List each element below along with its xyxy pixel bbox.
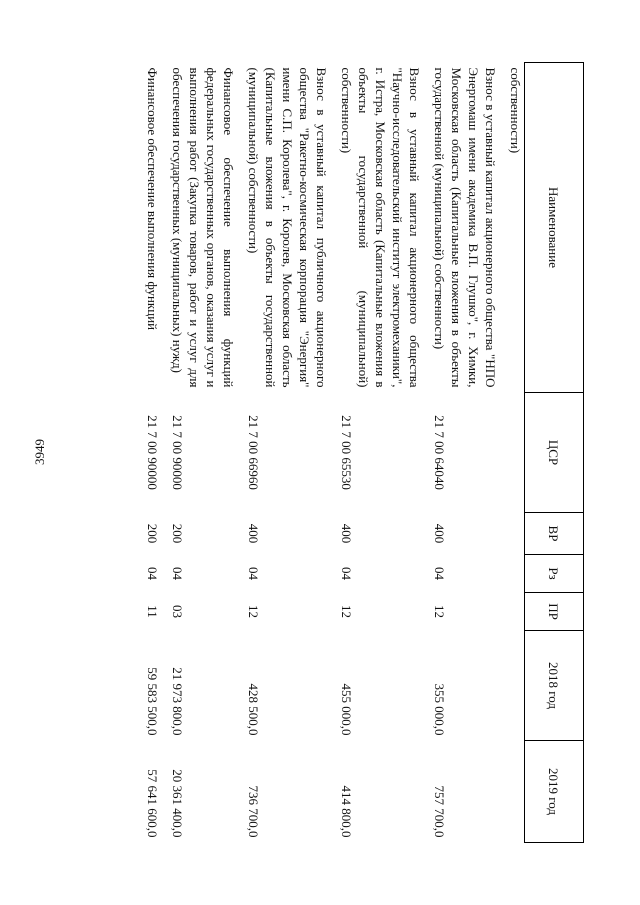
row-2018: 59 583 500,0 — [145, 667, 160, 736]
budget-table — [144, 62, 584, 843]
rotated-page — [80, 62, 584, 842]
row-name: Взнос в уставный капитал акционерного общества "Научно-исследовательский институт электромеханики", г. Истра, Московская область (Капитальные вложения в объекты государственной (муниципальной) собственности) — [339, 67, 422, 388]
row-name: Финансовое обеспечение выполнения функций федеральных государственных органов, оказания услуг и выполнения работ (Закупка товаров, работ и услуг для обеспечения государственных (муниципальных) нужд) — [170, 67, 236, 388]
row-vr: 200 — [145, 523, 160, 544]
row-rz: 04 — [145, 567, 160, 580]
row-rz: 04 — [246, 567, 261, 580]
row-2018: 355 000,0 — [432, 683, 447, 736]
table-row — [144, 63, 169, 843]
row-2018: 21 973 800,0 — [170, 667, 185, 736]
header-2018: 2018 год — [525, 631, 584, 741]
row-pr: 03 — [170, 605, 185, 618]
row-name: Взнос в уставный капитал акционерного общества "НПО Энергомаш имени академика В.П. Глушко", г. Химки, Московская область (Капитальные вложения в объекты государственной (муниципальной) собственности) — [432, 67, 498, 388]
row-2019: 414 800,0 — [339, 785, 354, 838]
row-2019: 57 641 600,0 — [145, 769, 160, 838]
row-pr: 12 — [432, 605, 447, 618]
row-csr: 21 7 00 64040 — [432, 415, 447, 490]
header-pr: ПР — [525, 593, 584, 631]
row-rz: 04 — [339, 567, 354, 580]
row-csr: 21 7 00 90000 — [145, 415, 160, 490]
table-row — [431, 63, 507, 843]
header-name: Наименование — [525, 63, 584, 393]
row-pr: 11 — [145, 605, 160, 618]
row-vr: 400 — [339, 523, 354, 544]
row-csr: 21 7 00 90000 — [170, 415, 185, 490]
row-csr: 21 7 00 66960 — [246, 415, 261, 490]
row-rz: 04 — [432, 567, 447, 580]
row-pr: 12 — [339, 605, 354, 618]
row-2018: 455 000,0 — [339, 683, 354, 736]
row-name: Взнос в уставный капитал публичного акционерного общества "Ракетно-космическая корпорация "Энергия" имени С.П. Королева", г. Королев, Московская область (Капитальные вложения в объекты государственной (муниципальной) собственности) — [246, 67, 329, 388]
table-row — [169, 63, 245, 843]
carryover-row — [507, 63, 525, 843]
header-rz: Рз — [525, 555, 584, 593]
row-2019: 757 700,0 — [432, 785, 447, 838]
row-vr: 400 — [432, 523, 447, 544]
row-2019: 20 361 400,0 — [170, 769, 185, 838]
header-csr: ЦСР — [525, 393, 584, 513]
carryover-text: собственности) — [508, 67, 523, 154]
row-2019: 736 700,0 — [246, 785, 261, 838]
row-rz: 04 — [170, 567, 185, 580]
row-2018: 428 500,0 — [246, 683, 261, 736]
table-row — [338, 63, 431, 843]
header-2019: 2019 год — [525, 741, 584, 843]
row-vr: 200 — [170, 523, 185, 544]
header-row — [525, 63, 584, 843]
table-row — [245, 63, 338, 843]
header-vr: ВР — [525, 513, 584, 555]
row-pr: 12 — [246, 605, 261, 618]
row-vr: 400 — [246, 523, 261, 544]
page-number: 3949 — [32, 439, 47, 465]
row-name: Финансовое обеспечение выполнения функций — [145, 67, 160, 331]
row-csr: 21 7 00 65530 — [339, 415, 354, 490]
